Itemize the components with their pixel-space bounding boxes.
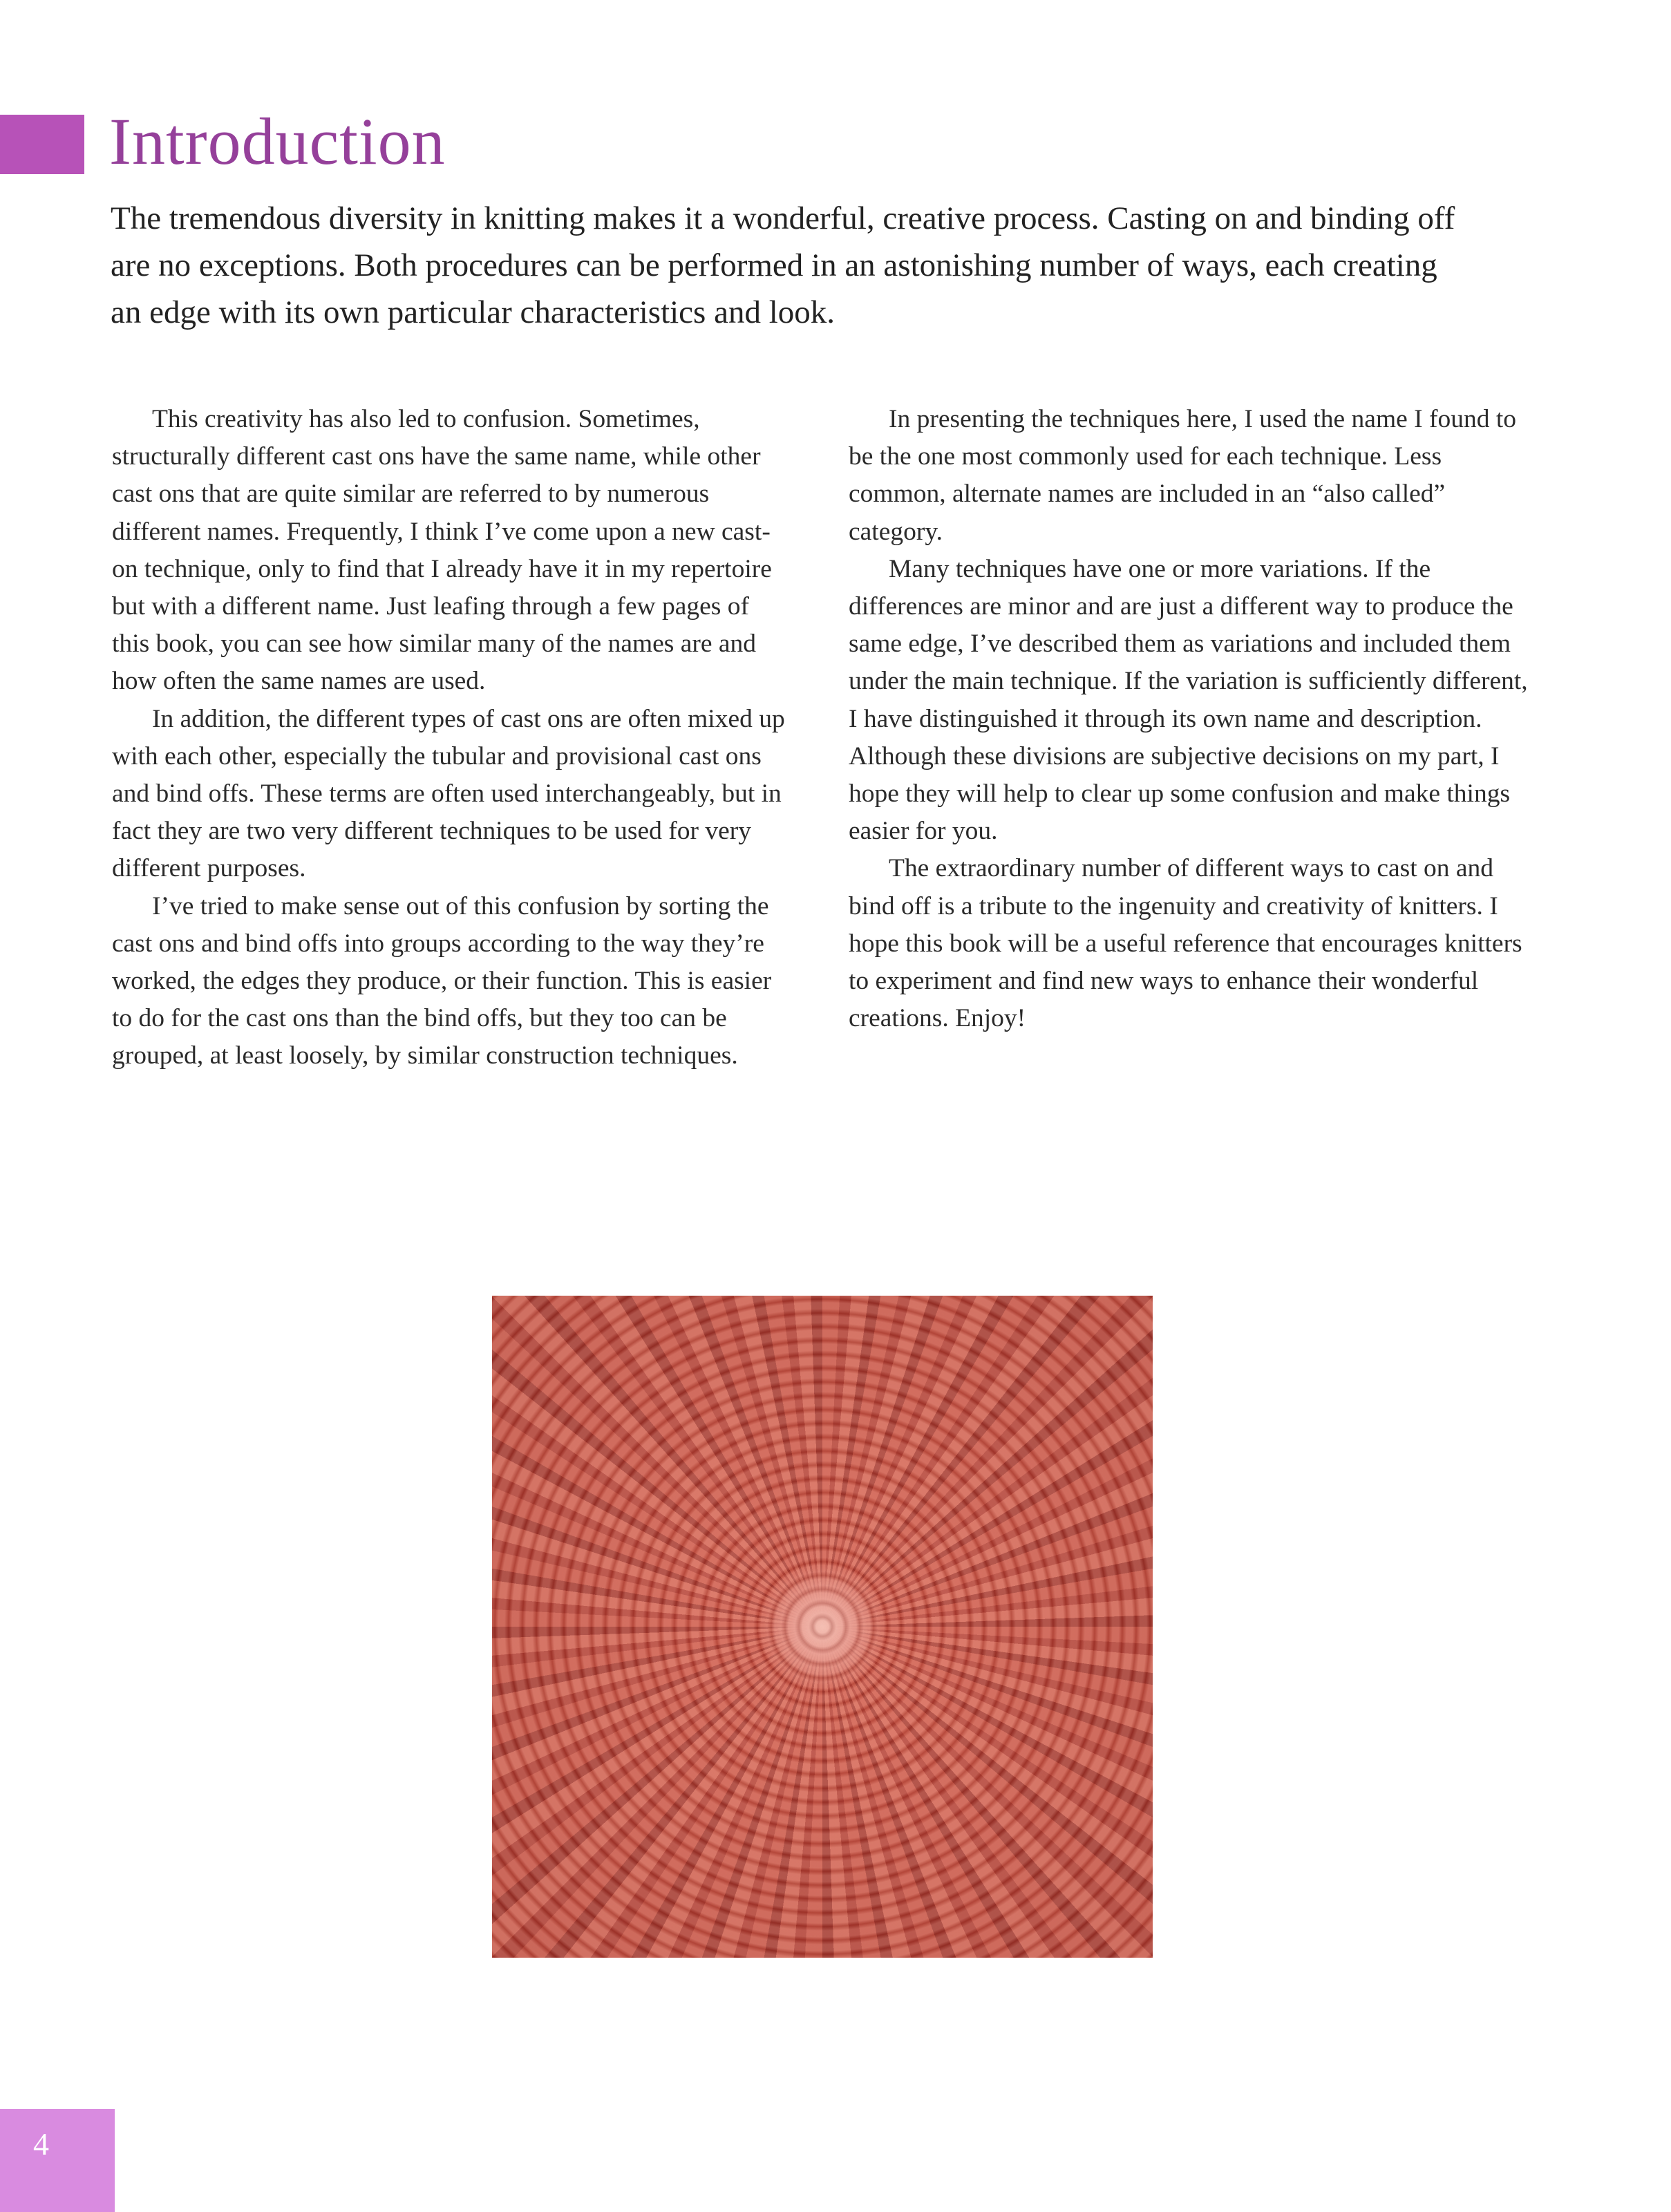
body-paragraph: The extraordinary number of different ways to cast on and bind off is a tribute to the ingenuity and creativity of knitters. I hope this book will be a useful reference that encourages knitters to experiment and find new ways to enhance their wonderful creations. Enjoy! (849, 854, 1522, 1033)
intro-lead-paragraph: The tremendous diversity in knitting makes it a wonderful, creative process. Casting on and binding off are no exceptions. Both procedures can be performed in an astonishing number of ways, each creating an edge with its own particular characteristics and look. (111, 200, 1455, 330)
body-paragraph: In presenting the techniques here, I used the name I found to be the one most commonly used for each technique. Less common, alternate names are included in an “also called” category. (849, 405, 1517, 546)
left-text-column (112, 401, 793, 1075)
page-number: 4 (33, 2126, 49, 2162)
body-paragraph: In addition, the different types of cast ons are often mixed up with each other, especially the tubular and provisional cast ons and bind offs. These terms are often used interchangeably, but in fact they are two very different techniques to be used for very different purposes. (112, 704, 785, 883)
right-text-column (849, 401, 1534, 1037)
title-accent-bar (0, 115, 84, 174)
body-paragraph: Many techniques have one or more variations. If the differences are minor and are just a different way to produce the same edge, I’ve described them as variations and included them under the main technique. If the variation is sufficiently different, I have distinguished it through its own name and description. Although these divisions are subjective decisions on my part, I hope they will help to clear up some confusion and make things easier for you. (849, 554, 1528, 846)
body-paragraph: This creativity has also led to confusion. Sometimes, structurally different cast ons have the same name, while other cast ons that are quite similar are referred to by numerous different names. Frequently, I think I’ve come upon a new cast-on technique, only to find that I already have it in my repertoire but with a different name. Just leafing through a few pages of this book, you can see how similar many of the names are and how often the same names are used. (112, 405, 772, 696)
page-number-tab (0, 2109, 115, 2212)
body-paragraph: I’ve tried to make sense out of this confusion by sorting the cast ons and bind offs into groups according to the way they’re worked, the edges they produce, or their function. This is easier to do for the cast ons than the bind offs, but they too can be grouped, at least loosely, by similar construction techniques. (112, 891, 772, 1070)
page-title: Introduction (109, 104, 446, 178)
knitted-swatch-photo (492, 1296, 1153, 1958)
